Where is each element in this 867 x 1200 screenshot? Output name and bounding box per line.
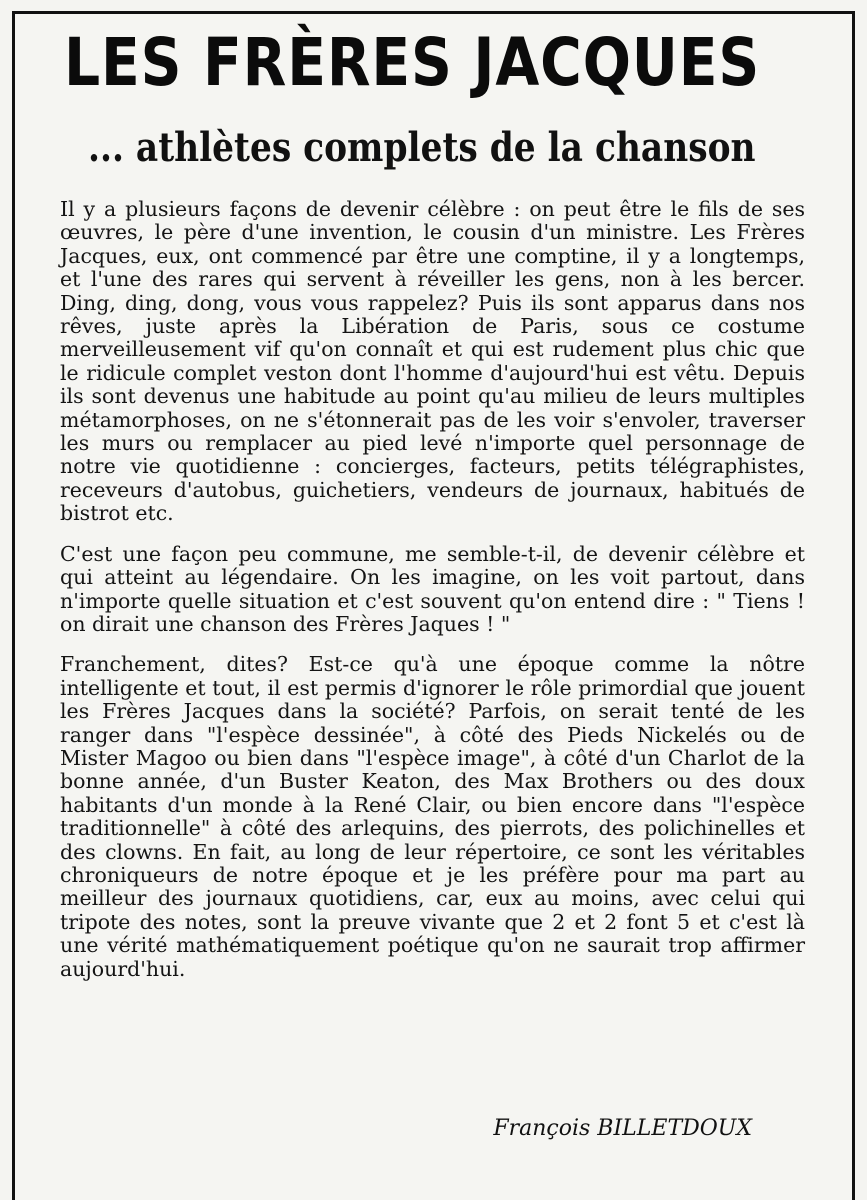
article-title: LES FRÈRES JACQUES bbox=[64, 24, 761, 101]
article-subtitle: ... athlètes complets de la chanson bbox=[88, 124, 756, 171]
article-body bbox=[60, 198, 805, 981]
article-paragraph: Franchement, dites? Est-ce qu'à une époque comme la nôtre intelligente et tout, il est permis d'ignorer le rôle primordial que jouent les Frères Jacques dans la société? Parfois, on serait tenté de les ranger dans "l'espèce dessinée", à côté des Pieds Nickelés ou de Mister Magoo ou bien dans "l'espèce image", à côté d'un Charlot de la bonne année, d'un Buster Keaton, des Max Brothers ou des doux habitants d'un monde à la René Clair, ou bien encore dans "l'espèce traditionnelle" à côté des arlequins, des pierrots, des polichinelles et des clowns. En fait, au long de leur répertoire, ce sont les véritables chroniqueurs de notre époque et je les préfère pour ma part au meilleur des journaux quotidiens, car, eux au moins, avec celui qui tripote des notes, sont la preuve vivante que 2 et 2 font 5 et c'est là une vérité mathématiquement poétique qu'on ne saurait trop affirmer aujourd'hui. bbox=[60, 652, 805, 981]
author-signature: François BILLETDOUX bbox=[493, 1116, 752, 1141]
article-paragraph: C'est une façon peu commune, me semble-t-il, de devenir célèbre et qui atteint au légendaire. On les imagine, on les voit partout, dans n'importe quelle situation et c'est souvent qu'on entend dire : " Tiens ! on dirait une chanson des Frères Jaques ! " bbox=[60, 541, 805, 636]
article-paragraph: Il y a plusieurs façons de devenir célèbre : on peut être le fils de ses œuvres, le père d'une invention, le cousin d'un ministre. Les Frères Jacques, eux, ont commencé par être une comptine, il y a longtemps, et l'une des rares qui servent à réveiller les gens, non à les bercer. Ding, ding, dong, vous vous rappelez? Puis ils sont apparus dans nos rêves, juste après la Libération de Paris, sous ce costume merveilleusement vif qu'on connaît et qui est rudement plus chic que le ridicule complet veston dont l'homme d'aujourd'hui est vêtu. Depuis ils sont devenus une habitude au point qu'au milieu de leurs multiples métamorphoses, on ne s'étonnerait pas de les voir s'envoler, traverser les murs ou remplacer au pied levé n'importe quel personnage de notre vie quotidienne : concierges, facteurs, petits télégraphistes, receveurs d'autobus, guichetiers, vendeurs de journaux, habitués de bistrot etc. bbox=[60, 197, 805, 526]
